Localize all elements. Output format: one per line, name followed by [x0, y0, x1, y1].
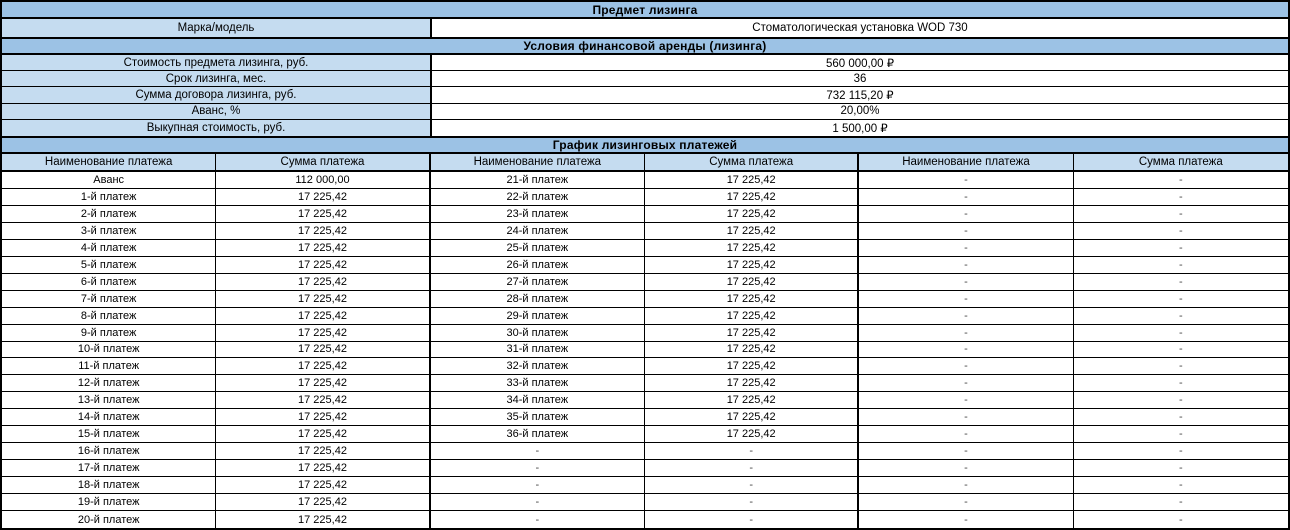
payment-name-cell[interactable]: 4-й платеж [2, 240, 216, 256]
payment-amount-cell[interactable]: 17 225,42 [216, 291, 430, 307]
payment-amount-cell[interactable]: 17 225,42 [645, 358, 859, 374]
payment-name-cell[interactable]: 13-й платеж [2, 392, 216, 408]
payment-amount-cell[interactable]: - [1074, 240, 1288, 256]
subject-label-cell[interactable]: Марка/модель [2, 19, 432, 37]
payment-name-header: Наименование платежа [859, 154, 1073, 170]
payment-name-cell[interactable]: 23-й платеж [431, 206, 645, 222]
schedule-header-row [2, 154, 1288, 172]
payment-name-cell[interactable]: 36-й платеж [431, 426, 645, 442]
payment-amount-cell[interactable]: 17 225,42 [216, 342, 430, 358]
schedule-row [2, 426, 1288, 443]
payment-amount-cell[interactable]: 17 225,42 [216, 511, 430, 528]
terms-label-cell[interactable]: Аванс, % [2, 104, 432, 119]
payment-amount-cell[interactable]: 17 225,42 [216, 426, 430, 442]
payment-amount-cell[interactable]: - [645, 460, 859, 476]
payment-amount-cell[interactable]: - [645, 494, 859, 510]
payment-name-cell[interactable]: 25-й платеж [431, 240, 645, 256]
terms-row [2, 71, 1288, 87]
schedule-row [2, 189, 1288, 206]
terms-value-cell[interactable]: 20,00% [432, 104, 1288, 119]
schedule-row [2, 460, 1288, 477]
schedule-row [2, 443, 1288, 460]
payment-amount-cell[interactable]: 17 225,42 [645, 274, 859, 290]
schedule-row [2, 240, 1288, 257]
schedule-row [2, 206, 1288, 223]
payment-amount-cell[interactable]: - [1074, 257, 1288, 273]
payment-amount-header: Сумма платежа [645, 154, 859, 170]
payment-name-cell[interactable]: 22-й платеж [431, 189, 645, 205]
payment-amount-cell[interactable]: 17 225,42 [216, 257, 430, 273]
payment-name-cell[interactable]: - [859, 308, 1073, 324]
payment-amount-cell[interactable]: 17 225,42 [645, 206, 859, 222]
payment-name-cell[interactable]: 24-й платеж [431, 223, 645, 239]
payment-name-cell[interactable]: 6-й платеж [2, 274, 216, 290]
terms-row [2, 87, 1288, 103]
payment-name-cell[interactable]: 11-й платеж [2, 358, 216, 374]
payment-name-cell[interactable]: - [431, 511, 645, 528]
payment-name-cell[interactable]: 15-й платеж [2, 426, 216, 442]
payment-amount-cell[interactable]: - [1074, 443, 1288, 459]
payment-name-cell[interactable]: - [431, 477, 645, 493]
payment-amount-cell[interactable]: - [645, 443, 859, 459]
terms-row [2, 104, 1288, 120]
payment-amount-cell[interactable]: 17 225,42 [216, 477, 430, 493]
payment-name-header: Наименование платежа [2, 154, 216, 170]
payment-amount-cell[interactable]: - [1074, 274, 1288, 290]
payment-name-cell[interactable]: 29-й платеж [431, 308, 645, 324]
payment-amount-cell[interactable]: 17 225,42 [216, 409, 430, 425]
payment-amount-cell[interactable]: 17 225,42 [216, 223, 430, 239]
payment-name-cell[interactable]: 5-й платеж [2, 257, 216, 273]
payment-amount-cell[interactable]: 17 225,42 [645, 189, 859, 205]
schedule-row [2, 172, 1288, 189]
payment-amount-cell[interactable]: 17 225,42 [216, 358, 430, 374]
payment-name-cell[interactable]: - [859, 494, 1073, 510]
payment-name-cell[interactable]: 34-й платеж [431, 392, 645, 408]
payment-name-cell[interactable]: - [859, 426, 1073, 442]
payment-amount-cell[interactable]: 17 225,42 [216, 392, 430, 408]
schedule-row [2, 392, 1288, 409]
payment-amount-cell[interactable]: - [1074, 392, 1288, 408]
payment-name-cell[interactable]: 20-й платеж [2, 511, 216, 528]
payment-amount-cell[interactable]: 17 225,42 [645, 426, 859, 442]
payment-amount-cell[interactable]: - [1074, 426, 1288, 442]
payment-amount-cell[interactable]: - [1074, 460, 1288, 476]
payment-name-cell[interactable]: 8-й платеж [2, 308, 216, 324]
payment-name-cell[interactable]: - [859, 189, 1073, 205]
payment-amount-cell[interactable]: - [1074, 223, 1288, 239]
payment-name-cell[interactable]: - [859, 375, 1073, 391]
payment-name-cell[interactable]: - [859, 325, 1073, 341]
payment-name-cell[interactable]: 10-й платеж [2, 342, 216, 358]
schedule-row [2, 257, 1288, 274]
payment-name-cell[interactable]: 33-й платеж [431, 375, 645, 391]
payment-amount-cell[interactable]: 17 225,42 [645, 223, 859, 239]
payment-amount-cell[interactable]: 17 225,42 [645, 342, 859, 358]
payment-name-cell[interactable]: 17-й платеж [2, 460, 216, 476]
payment-amount-cell[interactable]: - [1074, 358, 1288, 374]
payment-amount-cell[interactable]: - [1074, 375, 1288, 391]
payment-amount-cell[interactable]: - [1074, 291, 1288, 307]
subject-row [2, 19, 1288, 37]
payment-amount-cell[interactable]: 17 225,42 [216, 308, 430, 324]
payment-name-header: Наименование платежа [431, 154, 645, 170]
payment-amount-cell[interactable]: 17 225,42 [216, 274, 430, 290]
schedule-row [2, 274, 1288, 291]
payment-name-cell[interactable]: - [859, 172, 1073, 188]
payment-amount-cell[interactable]: 17 225,42 [645, 375, 859, 391]
payment-amount-cell[interactable]: - [1074, 409, 1288, 425]
payment-name-cell[interactable]: - [859, 409, 1073, 425]
payment-amount-cell[interactable]: 112 000,00 [216, 172, 430, 188]
payment-name-cell[interactable]: 14-й платеж [2, 409, 216, 425]
payment-amount-cell[interactable]: 17 225,42 [216, 325, 430, 341]
payment-amount-cell[interactable]: - [645, 477, 859, 493]
payment-name-cell[interactable]: 21-й платеж [431, 172, 645, 188]
payment-name-cell[interactable]: - [859, 206, 1073, 222]
payment-name-cell[interactable]: - [859, 291, 1073, 307]
schedule-row [2, 409, 1288, 426]
payment-amount-cell[interactable]: 17 225,42 [216, 375, 430, 391]
payment-name-cell[interactable]: - [859, 257, 1073, 273]
schedule-row [2, 223, 1288, 240]
payment-amount-cell[interactable]: - [1074, 206, 1288, 222]
payment-name-cell[interactable]: - [431, 494, 645, 510]
terms-value-cell[interactable]: 36 [432, 71, 1288, 86]
payment-name-cell[interactable]: 27-й платеж [431, 274, 645, 290]
payment-amount-cell[interactable]: 17 225,42 [216, 206, 430, 222]
terms-label-cell[interactable]: Стоимость предмета лизинга, руб. [2, 55, 432, 70]
payment-amount-cell[interactable]: 17 225,42 [645, 308, 859, 324]
schedule-section-title: График лизинговых платежей [2, 136, 1288, 154]
payment-name-cell[interactable]: - [859, 511, 1073, 528]
payment-name-cell[interactable]: Аванс [2, 172, 216, 188]
payment-amount-cell[interactable]: - [1074, 172, 1288, 188]
payment-name-cell[interactable]: - [859, 274, 1073, 290]
schedule-row [2, 494, 1288, 511]
payment-amount-cell[interactable]: - [1074, 189, 1288, 205]
payment-name-cell[interactable]: 35-й платеж [431, 409, 645, 425]
payment-name-cell[interactable]: - [859, 240, 1073, 256]
terms-row [2, 55, 1288, 71]
schedule-row [2, 375, 1288, 392]
payment-amount-header: Сумма платежа [1074, 154, 1288, 170]
terms-section-title: Условия финансовой аренды (лизинга) [2, 37, 1288, 55]
payment-name-cell[interactable]: 19-й платеж [2, 494, 216, 510]
payment-amount-cell[interactable]: - [1074, 494, 1288, 510]
terms-row [2, 120, 1288, 136]
schedule-row [2, 358, 1288, 375]
payment-amount-cell[interactable]: - [645, 511, 859, 528]
payment-amount-cell[interactable]: 17 225,42 [645, 409, 859, 425]
payment-amount-cell[interactable]: 17 225,42 [645, 325, 859, 341]
payment-name-cell[interactable]: 7-й платеж [2, 291, 216, 307]
payment-amount-cell[interactable]: 17 225,42 [645, 172, 859, 188]
payment-amount-cell[interactable]: 17 225,42 [645, 257, 859, 273]
payment-amount-cell[interactable]: 17 225,42 [216, 443, 430, 459]
payment-name-cell[interactable]: 9-й платеж [2, 325, 216, 341]
payment-name-cell[interactable]: 26-й платеж [431, 257, 645, 273]
payment-amount-cell[interactable]: 17 225,42 [645, 240, 859, 256]
payment-name-cell[interactable]: 16-й платеж [2, 443, 216, 459]
terms-label-cell[interactable]: Срок лизинга, мес. [2, 71, 432, 86]
terms-value-cell[interactable]: 1 500,00 ₽ [432, 120, 1288, 136]
payment-amount-header: Сумма платежа [216, 154, 430, 170]
payment-amount-cell[interactable]: 17 225,42 [216, 189, 430, 205]
terms-value-cell[interactable]: 732 115,20 ₽ [432, 87, 1288, 102]
payment-amount-cell[interactable]: - [1074, 511, 1288, 528]
schedule-row [2, 511, 1288, 528]
payment-amount-cell[interactable]: 17 225,42 [645, 392, 859, 408]
schedule-row [2, 342, 1288, 359]
payment-name-cell[interactable]: - [859, 223, 1073, 239]
payment-name-cell[interactable]: - [859, 460, 1073, 476]
payment-name-cell[interactable]: 12-й платеж [2, 375, 216, 391]
schedule-row [2, 477, 1288, 494]
payment-name-cell[interactable]: - [859, 392, 1073, 408]
payment-name-cell[interactable]: 1-й платеж [2, 189, 216, 205]
subject-value-cell[interactable]: Стоматологическая установка WOD 730 [432, 19, 1288, 37]
payment-name-cell[interactable]: 31-й платеж [431, 342, 645, 358]
payment-amount-cell[interactable]: 17 225,42 [216, 460, 430, 476]
payment-name-cell[interactable]: - [859, 443, 1073, 459]
terms-label-cell[interactable]: Выкупная стоимость, руб. [2, 120, 432, 136]
payment-amount-cell[interactable]: 17 225,42 [216, 240, 430, 256]
terms-value-cell[interactable]: 560 000,00 ₽ [432, 55, 1288, 70]
schedule-body [2, 172, 1288, 528]
payment-name-cell[interactable]: - [431, 460, 645, 476]
payment-name-cell[interactable]: 28-й платеж [431, 291, 645, 307]
payment-name-cell[interactable]: 32-й платеж [431, 358, 645, 374]
payment-name-cell[interactable]: - [859, 342, 1073, 358]
schedule-row [2, 325, 1288, 342]
payment-name-cell[interactable]: 2-й платеж [2, 206, 216, 222]
payment-amount-cell[interactable]: - [1074, 342, 1288, 358]
schedule-row [2, 291, 1288, 308]
payment-amount-cell[interactable]: - [1074, 325, 1288, 341]
schedule-row [2, 308, 1288, 325]
payment-amount-cell[interactable]: - [1074, 308, 1288, 324]
subject-section-title: Предмет лизинга [2, 2, 1288, 19]
payment-name-cell[interactable]: - [859, 477, 1073, 493]
payment-amount-cell[interactable]: 17 225,42 [645, 291, 859, 307]
payment-amount-cell[interactable]: - [1074, 477, 1288, 493]
payment-name-cell[interactable]: - [859, 358, 1073, 374]
payment-name-cell[interactable]: 18-й платеж [2, 477, 216, 493]
payment-name-cell[interactable]: 3-й платеж [2, 223, 216, 239]
payment-name-cell[interactable]: - [431, 443, 645, 459]
payment-name-cell[interactable]: 30-й платеж [431, 325, 645, 341]
payment-amount-cell[interactable]: 17 225,42 [216, 494, 430, 510]
terms-label-cell[interactable]: Сумма договора лизинга, руб. [2, 87, 432, 102]
terms-rows [2, 55, 1288, 136]
